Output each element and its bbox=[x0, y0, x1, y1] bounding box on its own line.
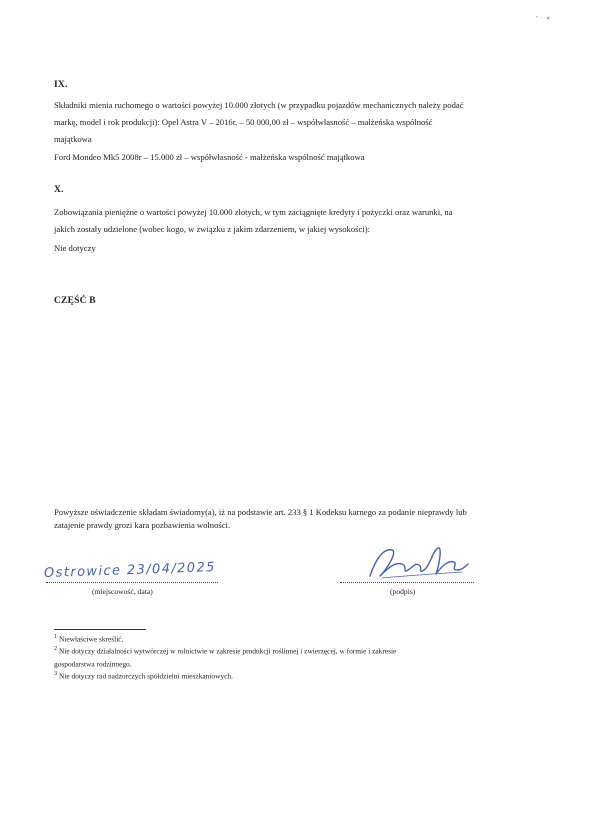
part-b-heading: CZĘŚĆ B bbox=[54, 296, 96, 306]
section-x-text-line2: jakich zostały udzielone (wobec kogo, w związku z jakim zdarzeniem, w jakiej wysokości): bbox=[54, 224, 370, 234]
footnote-separator bbox=[54, 629, 146, 630]
section-x-answer: Nie dotyczy bbox=[54, 243, 96, 253]
signature-caption: (podpis) bbox=[390, 587, 416, 596]
section-ix-heading: IX. bbox=[54, 80, 68, 90]
declaration-line1: Powyższe oświadczenie składam świadomy(a), iż na podstawie art. 233 § 1 Kodeksu karnego za podanie nieprawdy lub bbox=[54, 507, 467, 517]
place-date-handwriting: Ostrowice 23/04/2025 bbox=[43, 560, 217, 581]
section-ix-text-line1: Składniki mienia ruchomego o wartości powyżej 10.000 złotych (w przypadku pojazdów mechanicznych należy podać bbox=[54, 100, 464, 110]
section-ix-text-line3: majątkowa bbox=[54, 134, 92, 144]
section-ix-text bbox=[54, 97, 540, 148]
footnote-2-continued: gospodarstwa rodzinnego. bbox=[54, 659, 132, 669]
declaration-text bbox=[54, 506, 540, 532]
footnotes bbox=[54, 632, 540, 682]
section-ix-text-line2: markę, model i rok produkcji): Opel Astra V – 2016r. – 50 000,00 zł – współwłasność – małżeńska wspólność bbox=[54, 117, 433, 127]
place-date-line bbox=[46, 582, 218, 583]
footnote-1: $^1$ Niewłaściwe skreślić. bbox=[54, 634, 124, 644]
signature-line bbox=[340, 582, 474, 583]
section-x-heading: X. bbox=[54, 185, 64, 195]
place-date-caption: (miejscowość, data) bbox=[92, 587, 153, 596]
section-x-text-line1: Zobowiązania pieniężne o wartości powyżej 10.000 złotych, w tym zaciągnięte kredyty i pożyczki oraz warunki, na bbox=[54, 207, 453, 217]
signature-image bbox=[362, 540, 472, 586]
section-x-text bbox=[54, 204, 540, 238]
scan-artifact: • · · ▴ bbox=[536, 15, 550, 21]
footnote-3: $^3$ Nie dotyczy rad nadzorczych spółdzielni mieszkaniowych. bbox=[54, 671, 233, 681]
footnote-2: $^2$ Nie dotyczy działalności wytwórczej w rolnictwie w zakresie produkcji roślinnej i zwierzęcej, w formie i zakresie bbox=[54, 646, 397, 656]
declaration-line2: zatajenie prawdy grozi kara pozbawienia wolności. bbox=[54, 520, 231, 530]
section-ix-answer: Ford Mondeo Mk5 2008r – 15.000 zł – współwłasność - małżeńska wspólność majątkowa bbox=[54, 152, 365, 162]
